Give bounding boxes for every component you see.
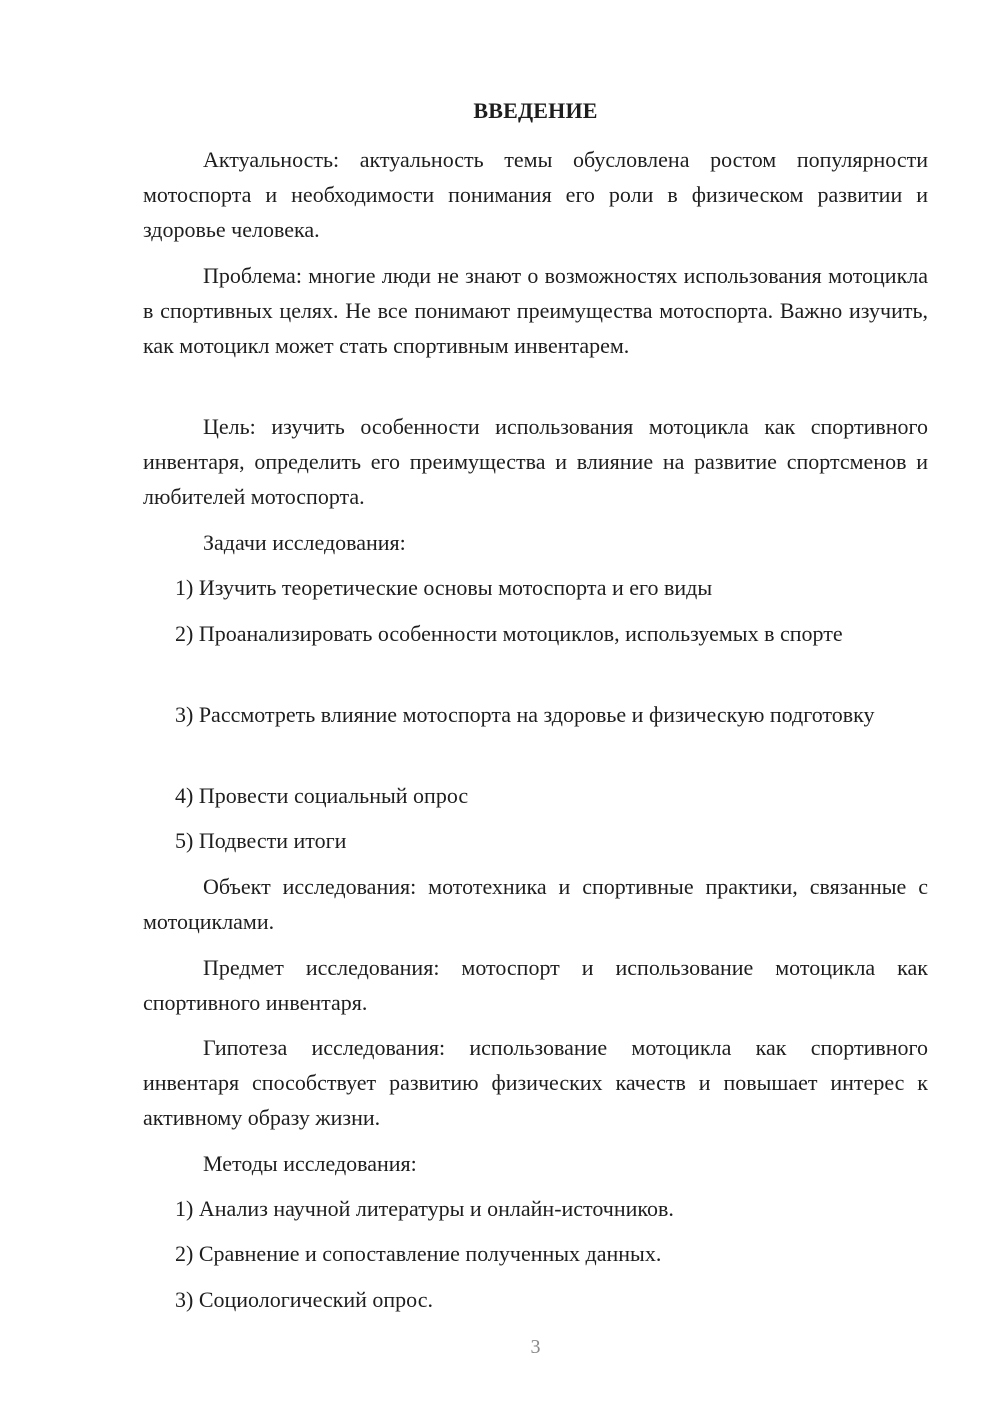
task-item: 4) Провести социальный опрос: [175, 783, 469, 808]
method-item: 2) Сравнение и сопоставление полученных данных.: [175, 1241, 662, 1266]
method-item: 3) Социологический опрос.: [175, 1287, 433, 1312]
tasks-heading: Задачи исследования:: [203, 530, 406, 555]
object-paragraph: Объект исследования: мототехника и спортивные практики, связанные с мотоциклами.: [143, 874, 928, 935]
relevance-paragraph: Актуальность: актуальность темы обусловлена ростом популярности мотоспорта и необходимости понимания его роли в физическом развитии и здоровье человека.: [143, 147, 928, 243]
task-item: 5) Подвести итоги: [175, 828, 347, 853]
methods-heading: Методы исследования:: [203, 1151, 417, 1176]
task-item: 1) Изучить теоретические основы мотоспорта и его виды: [175, 575, 713, 600]
task-item: 3) Рассмотреть влияние мотоспорта на здоровье и физическую подготовку: [175, 702, 875, 727]
problem-paragraph: Проблема: многие люди не знают о возможностях использования мотоцикла в спортивных целях. Не все понимают преимущества мотоспорта. Важно изучить, как мотоцикл может стать спортивным инвентарем.: [143, 263, 928, 359]
goal-paragraph: Цель: изучить особенности использования мотоцикла как спортивного инвентаря, определить его преимущества и влияние на развитие спортсменов и любителей мотоспорта.: [143, 414, 928, 510]
page-title: ВВЕДЕНИЕ: [473, 98, 598, 123]
page-number: 3: [530, 1336, 541, 1358]
subject-paragraph: Предмет исследования: мотоспорт и использование мотоцикла как спортивного инвентаря.: [143, 955, 928, 1016]
task-item: 2) Проанализировать особенности мотоциклов, используемых в спорте: [175, 621, 843, 646]
hypothesis-paragraph: Гипотеза исследования: использование мотоцикла как спортивного инвентаря способствует развитию физических качеств и повышает интерес к активному образу жизни.: [143, 1035, 928, 1131]
method-item: 1) Анализ научной литературы и онлайн-источников.: [175, 1196, 674, 1221]
